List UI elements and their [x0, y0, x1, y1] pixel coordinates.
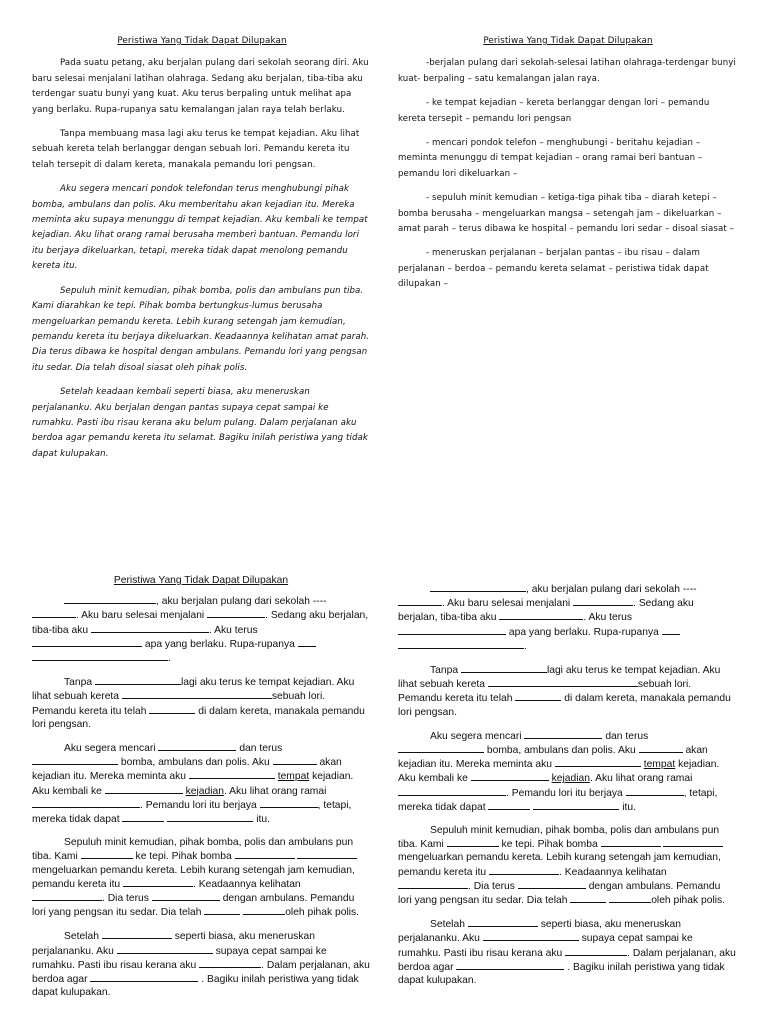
- blank[interactable]: [609, 893, 651, 903]
- blank[interactable]: [199, 958, 261, 968]
- notes-item-4: - sepuluh minit kemudian – ketiga-tiga pihak tiba – diarah ketepi – bomba berusaha – mengeluarkan mangsa – setengah jam – dikeluarkan – amat parah – terus dibawa ke hospital – pemandu lori sedar – disoal siasat –: [398, 193, 735, 235]
- blank[interactable]: [398, 596, 442, 606]
- blank[interactable]: [207, 608, 265, 618]
- blank[interactable]: [204, 905, 240, 915]
- blank[interactable]: [489, 865, 559, 875]
- exercise-paragraph-3: Aku segera mencari dan terus bomba, ambulans dan polis. Aku akan kejadian itu. Mereka meminta aku tempat kejadian. Aku kembali ke kejadian. Aku lihat orang ramai . Pemandu lori itu berjaya , tetapi, mereka tidak dapat itu.: [398, 730, 720, 813]
- exercise-paragraph-2: Tanpa lagi aku terus ke tempat kejadian. Aku lihat sebuah kereta sebuah lori. Pemandu kereta itu telah di dalam kereta, manakala pemandu lori pengsan.: [398, 665, 731, 718]
- blank[interactable]: [32, 798, 140, 808]
- blank[interactable]: [398, 639, 524, 649]
- blank[interactable]: [298, 637, 316, 647]
- story-paragraph-3: Aku segera mencari pondok telefondan terus menghubungi pihak bomba, ambulans dan polis. Aku memberitahu akan kejadian itu. Mereka meminta aku supaya menunggu di tempat kejadian. Aku kembali ke tempat kejadian. Aku lihat orang ramai berusaha memberi bantuan. Pemandu lori itu berjaya dikeluarkan, tetapi, mereka tidak dapat menolong pemandu kereta itu.: [32, 184, 368, 272]
- blank[interactable]: [81, 849, 133, 859]
- blank[interactable]: [32, 891, 102, 901]
- exercise-paragraph-1: , aku berjalan pulang dari sekolah ----. Aku baru selesai menjalani . Sedang aku berjalan, tiba-tiba aku . Aku terus apa yang berlaku. Rupa-rupanya .: [32, 596, 369, 665]
- blank[interactable]: [122, 689, 272, 699]
- blank[interactable]: [105, 784, 183, 794]
- exercise-paragraph-3: Aku segera mencari dan terus bomba, ambulans dan polis. Aku akan kejadian itu. Mereka meminta aku tempat kejadian. Aku kembali ke kejadian. Aku lihat orang ramai . Pemandu lori itu berjaya , tetapi, mereka tidak dapat itu.: [32, 743, 354, 826]
- notes-item-2: - ke tempat kejadian – kereta berlanggar dengan lori – pemandu kereta tersepit – pemandu lori pengsan: [398, 98, 710, 124]
- blank[interactable]: [32, 651, 168, 661]
- blank[interactable]: [533, 800, 619, 810]
- blank[interactable]: [471, 771, 549, 781]
- blank[interactable]: [398, 625, 506, 635]
- exercise-paragraph-4: Sepuluh minit kemudian, pihak bomba, polis dan ambulans pun tiba. Kami ke tepi. Pihak bomba mengeluarkan pemandu kereta. Lebih kurang setengah jam kemudian, pemandu kereta itu . Keadaannya kelihatan . Dia terus dengan ambulans. Pemandu lori yang pengsan itu sedar. Dia telah oleh pihak polis.: [398, 825, 726, 907]
- exercise-panel-with-title: [32, 574, 370, 1009]
- blank[interactable]: [243, 905, 285, 915]
- blank[interactable]: [430, 582, 526, 592]
- blank[interactable]: [158, 741, 236, 751]
- story-paragraph-1: Pada suatu petang, aku berjalan pulang dari sekolah seorang diri. Aku baru selesai menjalani latihan olahraga. Sedang aku berjalan, tiba-tiba aku terdengar suatu bunyi yang kuat. Aku terus berpaling untuk melihat apa yang berlaku. Rupa-rupanya satu kemalangan jalan raya telah berlaku.: [32, 58, 369, 115]
- exercise-paragraph-2: Tanpa lagi aku terus ke tempat kejadian. Aku lihat sebuah kereta sebuah lori. Pemandu kereta itu telah di dalam kereta, manakala pemandu lori pengsan.: [32, 677, 365, 730]
- blank[interactable]: [570, 893, 606, 903]
- blank[interactable]: [189, 769, 275, 779]
- blank[interactable]: [398, 786, 506, 796]
- blank[interactable]: [573, 596, 633, 606]
- blank[interactable]: [273, 755, 317, 765]
- blank[interactable]: [32, 608, 76, 618]
- blank[interactable]: [601, 837, 661, 847]
- blank[interactable]: [122, 812, 164, 822]
- blank[interactable]: [488, 677, 638, 687]
- blank[interactable]: [32, 637, 142, 647]
- blank[interactable]: [149, 704, 195, 714]
- blank[interactable]: [565, 946, 627, 956]
- blank[interactable]: [447, 837, 499, 847]
- exercise-paragraph-5: Setelah seperti biasa, aku meneruskan perjalananku. Aku supaya cepat sampai ke rumahku. Pasti ibu risau kerana aku . Dalam perjalanan, aku berdoa agar . Bagiku inilah peristiwa yang tidak dapat kulupakan.: [32, 931, 370, 999]
- blank[interactable]: [90, 972, 198, 982]
- notes-panel: [398, 34, 738, 302]
- notes-item-3: - mencari pondok telefon – menghubungi - beritahu kejadian – meminta menunggu di tempat kejadian – orang ramai beri bantuan – pemandu lori dikeluarkan –: [398, 138, 703, 179]
- blank[interactable]: [499, 610, 583, 620]
- blank[interactable]: [488, 800, 530, 810]
- blank[interactable]: [398, 879, 468, 889]
- blank[interactable]: [123, 877, 193, 887]
- blank[interactable]: [663, 837, 723, 847]
- blank[interactable]: [297, 849, 357, 859]
- blank[interactable]: [32, 755, 118, 765]
- blank[interactable]: [524, 729, 602, 739]
- story-panel: [32, 34, 372, 471]
- notes-title: Peristiwa Yang Tidak Dapat Dilupakan: [483, 36, 653, 46]
- exercise-paragraph-1: , aku berjalan pulang dari sekolah ----. Aku baru selesai menjalani . Sedang aku berjalan, tiba-tiba aku . Aku terus apa yang berlaku. Rupa-rupanya .: [398, 584, 697, 652]
- blank[interactable]: [555, 757, 641, 767]
- blank[interactable]: [515, 691, 561, 701]
- blank[interactable]: [91, 623, 209, 633]
- story-title: Peristiwa Yang Tidak Dapat Dilupakan: [117, 36, 287, 46]
- exercise-paragraph-4: Sepuluh minit kemudian, pihak bomba, polis dan ambulans pun tiba. Kami ke tepi. Pihak bomba mengeluarkan pemandu kereta. Lebih kurang setengah jam kemudian, pemandu kereta itu . Keadaannya kelihatan . Dia terus dengan ambulans. Pemandu lori yang pengsan itu sedar. Dia telah oleh pihak polis.: [32, 837, 360, 919]
- story-paragraph-4: Sepuluh minit kemudian, pihak bomba, polis dan ambulans pun tiba. Kami diarahkan ke tepi. Pihak bomba bertungkus-lumus berusaha mengeluarkan pemandu kereta. Lebih kurang setengah jam kemudian, pemandu kereta itu berjaya dikeluarkan. Keadaannya kelihatan amat parah. Dia terus dibawa ke hospital dengan ambulans. Pemandu lori yang pengsan itu sedar. Dia telah disoal siasat oleh pihak polis.: [32, 285, 370, 373]
- blank[interactable]: [398, 743, 484, 753]
- blank[interactable]: [456, 960, 564, 970]
- notes-item-5: - meneruskan perjalanan – berjalan pantas – ibu risau – dalam perjalanan – berdoa – pemandu kereta selamat – peristiwa tidak dapat dilupakan –: [398, 248, 709, 290]
- exercise-panel: [398, 582, 736, 997]
- story-paragraph-5: Setelah keadaan kembali seperti biasa, aku meneruskan perjalananku. Aku berjalan dengan pantas supaya cepat sampai ke rumahku. Pasti ibu risau kerana aku belum pulang. Dalam perjalanan aku berdoa agar pemandu kereta itu selamat. Bagiku inilah peristiwa yang tidak dapat kulupakan.: [32, 387, 368, 459]
- blank[interactable]: [117, 944, 213, 954]
- story-paragraph-2: Tanpa membuang masa lagi aku terus ke tempat kejadian. Aku lihat sebuah kereta telah berlanggar dengan sebuah lori. Pemandu kereta itu telah tersepit di dalam kereta, manakala pemandu lori pengsan.: [32, 129, 360, 170]
- blank[interactable]: [461, 663, 547, 673]
- blank[interactable]: [662, 625, 680, 635]
- blank[interactable]: [102, 929, 172, 939]
- exercise-title: Peristiwa Yang Tidak Dapat Dilupakan: [113, 575, 289, 586]
- blank[interactable]: [95, 675, 181, 685]
- blank[interactable]: [152, 891, 220, 901]
- blank[interactable]: [167, 812, 253, 822]
- blank[interactable]: [260, 798, 318, 808]
- blank[interactable]: [64, 594, 156, 604]
- notes-item-1: -berjalan pulang dari sekolah-selesai latihan olahraga-terdengar bunyi kuat- berpaling – satu kemalangan jalan raya.: [398, 58, 736, 84]
- blank[interactable]: [468, 917, 538, 927]
- blank[interactable]: [626, 786, 684, 796]
- blank[interactable]: [235, 849, 295, 859]
- blank[interactable]: [483, 931, 579, 941]
- exercise-paragraph-5: Setelah seperti biasa, aku meneruskan perjalananku. Aku supaya cepat sampai ke rumahku. Pasti ibu risau kerana aku . Dalam perjalanan, aku berdoa agar . Bagiku inilah peristiwa yang tidak dapat kulupakan.: [398, 919, 736, 987]
- blank[interactable]: [639, 743, 683, 753]
- blank[interactable]: [518, 879, 586, 889]
